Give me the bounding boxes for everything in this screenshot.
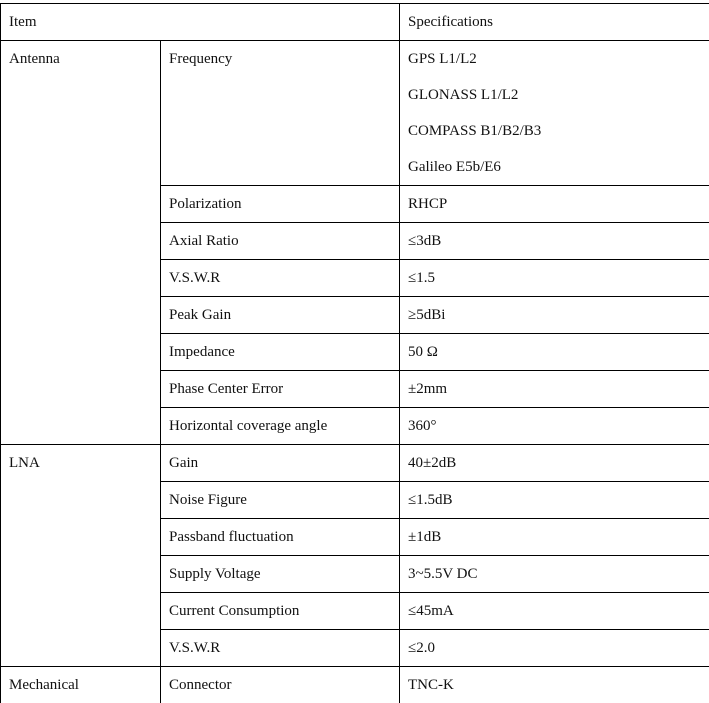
spec-value: ≤1.5dB bbox=[408, 492, 453, 508]
spec-value: TNC-K bbox=[408, 677, 454, 693]
param-label: Connector bbox=[169, 677, 232, 693]
param-cell bbox=[160, 296, 399, 333]
spec-value: GLONASS L1/L2 bbox=[408, 87, 519, 103]
param-cell bbox=[160, 333, 399, 370]
param-cell bbox=[160, 407, 399, 444]
spec-value: GPS L1/L2 bbox=[408, 51, 477, 67]
param-cell bbox=[160, 370, 399, 407]
param-label: V.S.W.R bbox=[169, 640, 221, 656]
param-label: Impedance bbox=[169, 344, 235, 360]
group-name-cell bbox=[0, 666, 160, 703]
param-label: Gain bbox=[169, 455, 199, 471]
param-label: Passband fluctuation bbox=[169, 529, 294, 545]
param-label: Peak Gain bbox=[169, 307, 232, 323]
spec-value-cell bbox=[399, 222, 709, 259]
param-label: Polarization bbox=[169, 196, 242, 212]
param-cell bbox=[160, 481, 399, 518]
param-label: V.S.W.R bbox=[169, 270, 221, 286]
header-spec-label: Specifications bbox=[408, 14, 493, 30]
param-label: Horizontal coverage angle bbox=[169, 418, 328, 434]
param-cell bbox=[160, 518, 399, 555]
param-label: Phase Center Error bbox=[169, 381, 284, 397]
spec-value-cell bbox=[399, 40, 709, 185]
param-label: Frequency bbox=[169, 51, 233, 67]
param-label: Supply Voltage bbox=[169, 566, 261, 582]
spec-value-cell bbox=[399, 333, 709, 370]
spec-value: ±2mm bbox=[408, 381, 448, 397]
spec-value-cell bbox=[399, 444, 709, 481]
spec-value-cell bbox=[399, 370, 709, 407]
spec-value: 3~5.5V DC bbox=[408, 566, 478, 582]
param-label: Noise Figure bbox=[169, 492, 247, 508]
spec-value: COMPASS B1/B2/B3 bbox=[408, 123, 542, 139]
param-cell bbox=[160, 259, 399, 296]
spec-value: RHCP bbox=[408, 196, 448, 212]
group-name: Antenna bbox=[9, 51, 60, 67]
param-cell bbox=[160, 222, 399, 259]
param-cell bbox=[160, 555, 399, 592]
spec-value-cell bbox=[399, 185, 709, 222]
param-cell bbox=[160, 666, 399, 703]
spec-value-cell bbox=[399, 592, 709, 629]
header-spec-cell bbox=[399, 3, 709, 40]
group-name: LNA bbox=[9, 455, 40, 471]
spec-value: 360° bbox=[408, 418, 437, 434]
group-name: Mechanical bbox=[9, 677, 79, 693]
spec-value-cell bbox=[399, 666, 709, 703]
header-item-label: Item bbox=[9, 14, 37, 30]
spec-value: 40±2dB bbox=[408, 455, 457, 471]
header-item-cell bbox=[0, 3, 399, 40]
spec-value: ≥5dBi bbox=[408, 307, 446, 323]
spec-value: 50 Ω bbox=[408, 344, 438, 360]
spec-value: ≤1.5 bbox=[408, 270, 435, 286]
param-cell bbox=[160, 444, 399, 481]
spec-value: ≤3dB bbox=[408, 233, 442, 249]
spec-value-cell bbox=[399, 296, 709, 333]
param-cell bbox=[160, 40, 399, 185]
param-cell bbox=[160, 629, 399, 666]
param-cell bbox=[160, 592, 399, 629]
spec-value-cell bbox=[399, 555, 709, 592]
group-name-cell bbox=[0, 444, 160, 666]
spec-value-cell bbox=[399, 518, 709, 555]
param-label: Axial Ratio bbox=[169, 233, 239, 249]
spec-value-cell bbox=[399, 481, 709, 518]
param-cell bbox=[160, 185, 399, 222]
param-label: Current Consumption bbox=[169, 603, 300, 619]
spec-value: Galileo E5b/E6 bbox=[408, 159, 501, 175]
group-name-cell bbox=[0, 40, 160, 444]
spec-value: ≤2.0 bbox=[408, 640, 435, 656]
spec-value-cell bbox=[399, 407, 709, 444]
spec-value-cell bbox=[399, 259, 709, 296]
spec-value: ±1dB bbox=[408, 529, 442, 545]
spec-value-cell bbox=[399, 629, 709, 666]
spec-value: ≤45mA bbox=[408, 603, 454, 619]
